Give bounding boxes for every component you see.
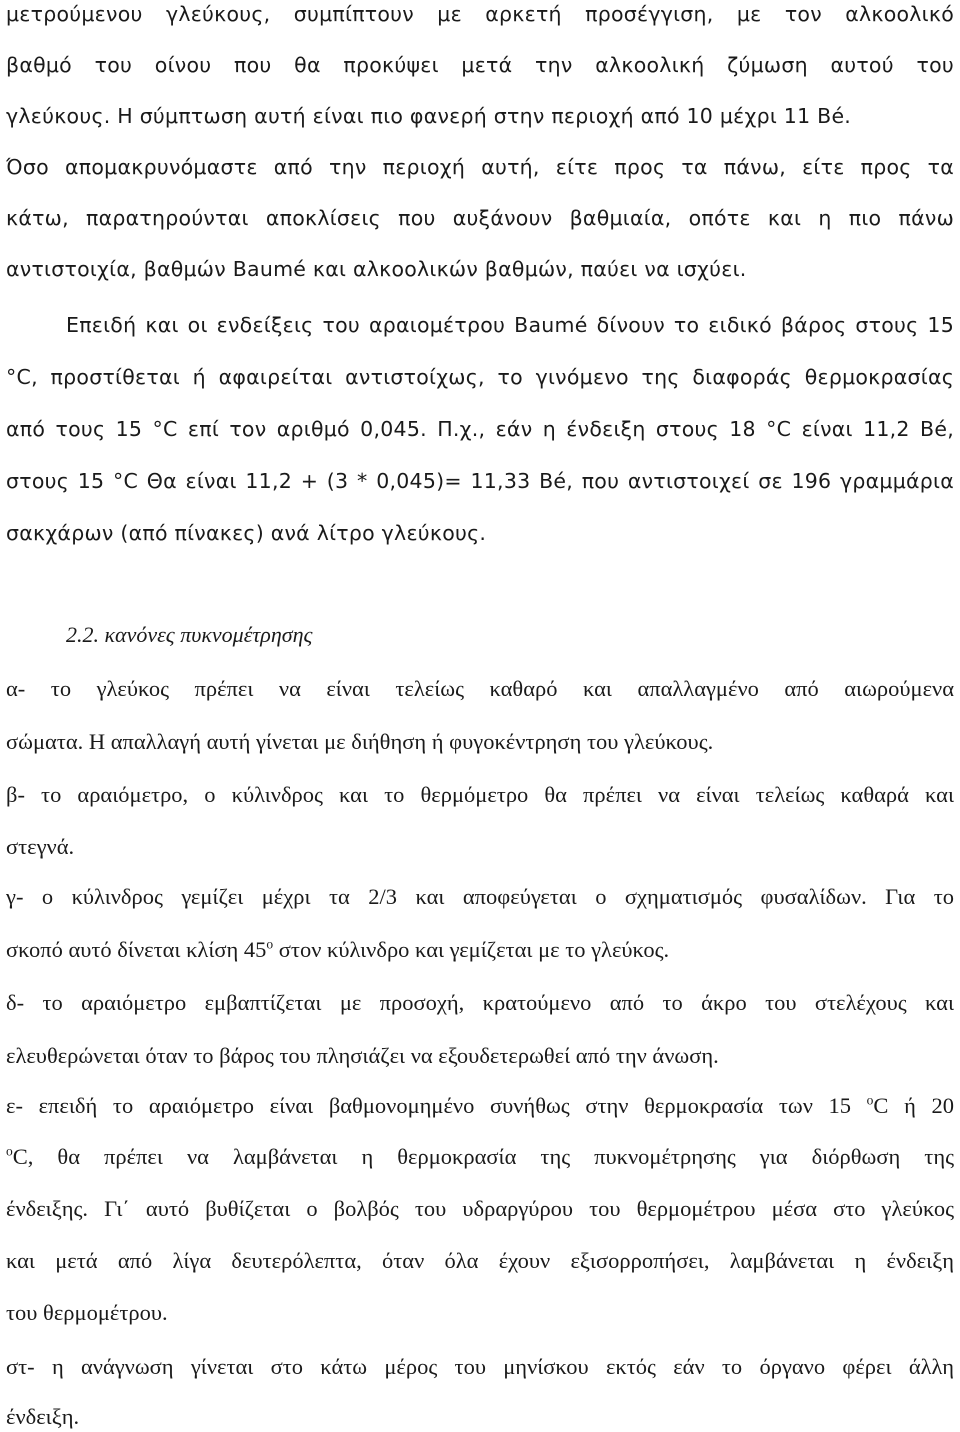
rule-e-line-4: και μετά από λίγα δευτερόλεπτα, όταν όλα έχουν εξισορροπήσει, λαμβάνεται η ένδειξη bbox=[6, 1248, 954, 1273]
rule-e-text-post: C ή 20 bbox=[873, 1093, 954, 1118]
rule-b-line-2: στεγνά. bbox=[6, 834, 75, 859]
rule-c-line-1: γ- ο κύλινδρος γεμίζει μέχρι τα 2/3 και αποφεύγεται ο σχηματισμός φυσαλίδων. Για το bbox=[6, 884, 954, 909]
para2-line-1: Επειδή και οι ενδείξεις του αραιομέτρου Baumé δίνουν το ειδικό βάρος στους 15 bbox=[66, 313, 954, 337]
degree-superscript: ο bbox=[266, 936, 274, 952]
rule-e-line-2 bbox=[6, 1144, 954, 1170]
para1-line-4: Όσο απομακρυνόμαστε από την περιοχή αυτή, είτε προς τα πάνω, είτε προς τα bbox=[6, 155, 954, 179]
rule-a-line-1: α- το γλεύκος πρέπει να είναι τελείως καθαρό και απαλλαγμένο από αιωρούμενα bbox=[6, 676, 954, 701]
para1-line-2: βαθμό του οίνου που θα προκύψει μετά την αλκοολική ζύμωση αυτού του bbox=[6, 53, 954, 77]
para2-line-5: σακχάρων (από πίνακες) ανά λίτρο γλεύκους. bbox=[6, 521, 487, 545]
rule-d-line-2: ελευθερώνεται όταν το βάρος του πλησιάζει να εξουδετερωθεί από την άνωση. bbox=[6, 1043, 719, 1068]
rule-st-line-2: ένδειξη. bbox=[6, 1404, 80, 1429]
para1-line-5: κάτω, παρατηρούνται αποκλίσεις που αυξάνουν βαθμιαία, οπότε και η πιο πάνω bbox=[6, 206, 954, 230]
rule-e-line-3: ένδειξης. Γι΄ αυτό βυθίζεται ο βολβός του υδραργύρου του θερμομέτρου μέσα στο γλεύκος bbox=[6, 1196, 954, 1221]
rule-e-line-5: του θερμομέτρου. bbox=[6, 1300, 168, 1325]
para2-line-2: °C, προστίθεται ή αφαιρείται αντιστοίχως, το γινόμενο της διαφοράς θερμοκρασίας bbox=[6, 365, 954, 389]
rule-c-line-2 bbox=[6, 937, 954, 963]
para2-line-3: από τους 15 °C επί τον αριθμό 0,045. Π.χ., εάν η ένδειξη στους 18 °C είναι 11,2 Βé, bbox=[6, 417, 954, 441]
para1-line-3: γλεύκους. Η σύμπτωση αυτή είναι πιο φανερή στην περιοχή από 10 μέχρι 11 Βé. bbox=[6, 104, 852, 128]
rule-e-line-2-text: C, θα πρέπει να λαμβάνεται η θερμοκρασία της πυκνομέτρησης για διόρθωση της bbox=[12, 1144, 954, 1169]
rule-b-line-1: β- το αραιόμετρο, ο κύλινδρος και το θερμόμετρο θα πρέπει να είναι τελείως καθαρά και bbox=[6, 782, 954, 807]
degree-superscript: ο bbox=[6, 1143, 13, 1159]
rule-e-line-1 bbox=[6, 1093, 954, 1119]
section-heading: 2.2. κανόνες πυκνομέτρησης bbox=[66, 622, 313, 647]
rule-c-text-post: στον κύλινδρο και γεμίζεται με το γλεύκος. bbox=[273, 937, 670, 962]
rule-d-line-1: δ- το αραιόμετρο εμβαπτίζεται με προσοχή, κρατούμενο από το άκρο του στελέχους και bbox=[6, 990, 954, 1015]
para2-line-4: στους 15 °C Θα είναι 11,2 + (3 * 0,045)= 11,33 Βé, που αντιστοιχεί σε 196 γραμμάρια bbox=[6, 469, 954, 493]
rule-st-line-1: στ- η ανάγνωση γίνεται στο κάτω μέρος του μηνίσκου εκτός εάν το όργανο φέρει άλλη bbox=[6, 1354, 954, 1379]
rule-e-text-pre: ε- επειδή το αραιόμετρο είναι βαθμονομημένο συνήθως στην θερμοκρασία των 15 bbox=[6, 1093, 867, 1118]
rule-a-line-2: σώματα. Η απαλλαγή αυτή γίνεται με διήθηση ή φυγοκέντρηση του γλεύκους. bbox=[6, 729, 714, 754]
degree-superscript: ο bbox=[866, 1092, 874, 1108]
para1-line-1: μετρούμενου γλεύκους, συμπίπτουν με αρκετή προσέγγιση, με τον αλκοολικό bbox=[6, 2, 954, 26]
rule-c-text-pre: σκοπό αυτό δίνεται κλίση 45 bbox=[6, 937, 267, 962]
para1-line-6: αντιστοιχία, βαθμών Baumé και αλκοολικών βαθμών, παύει να ισχύει. bbox=[6, 257, 747, 281]
